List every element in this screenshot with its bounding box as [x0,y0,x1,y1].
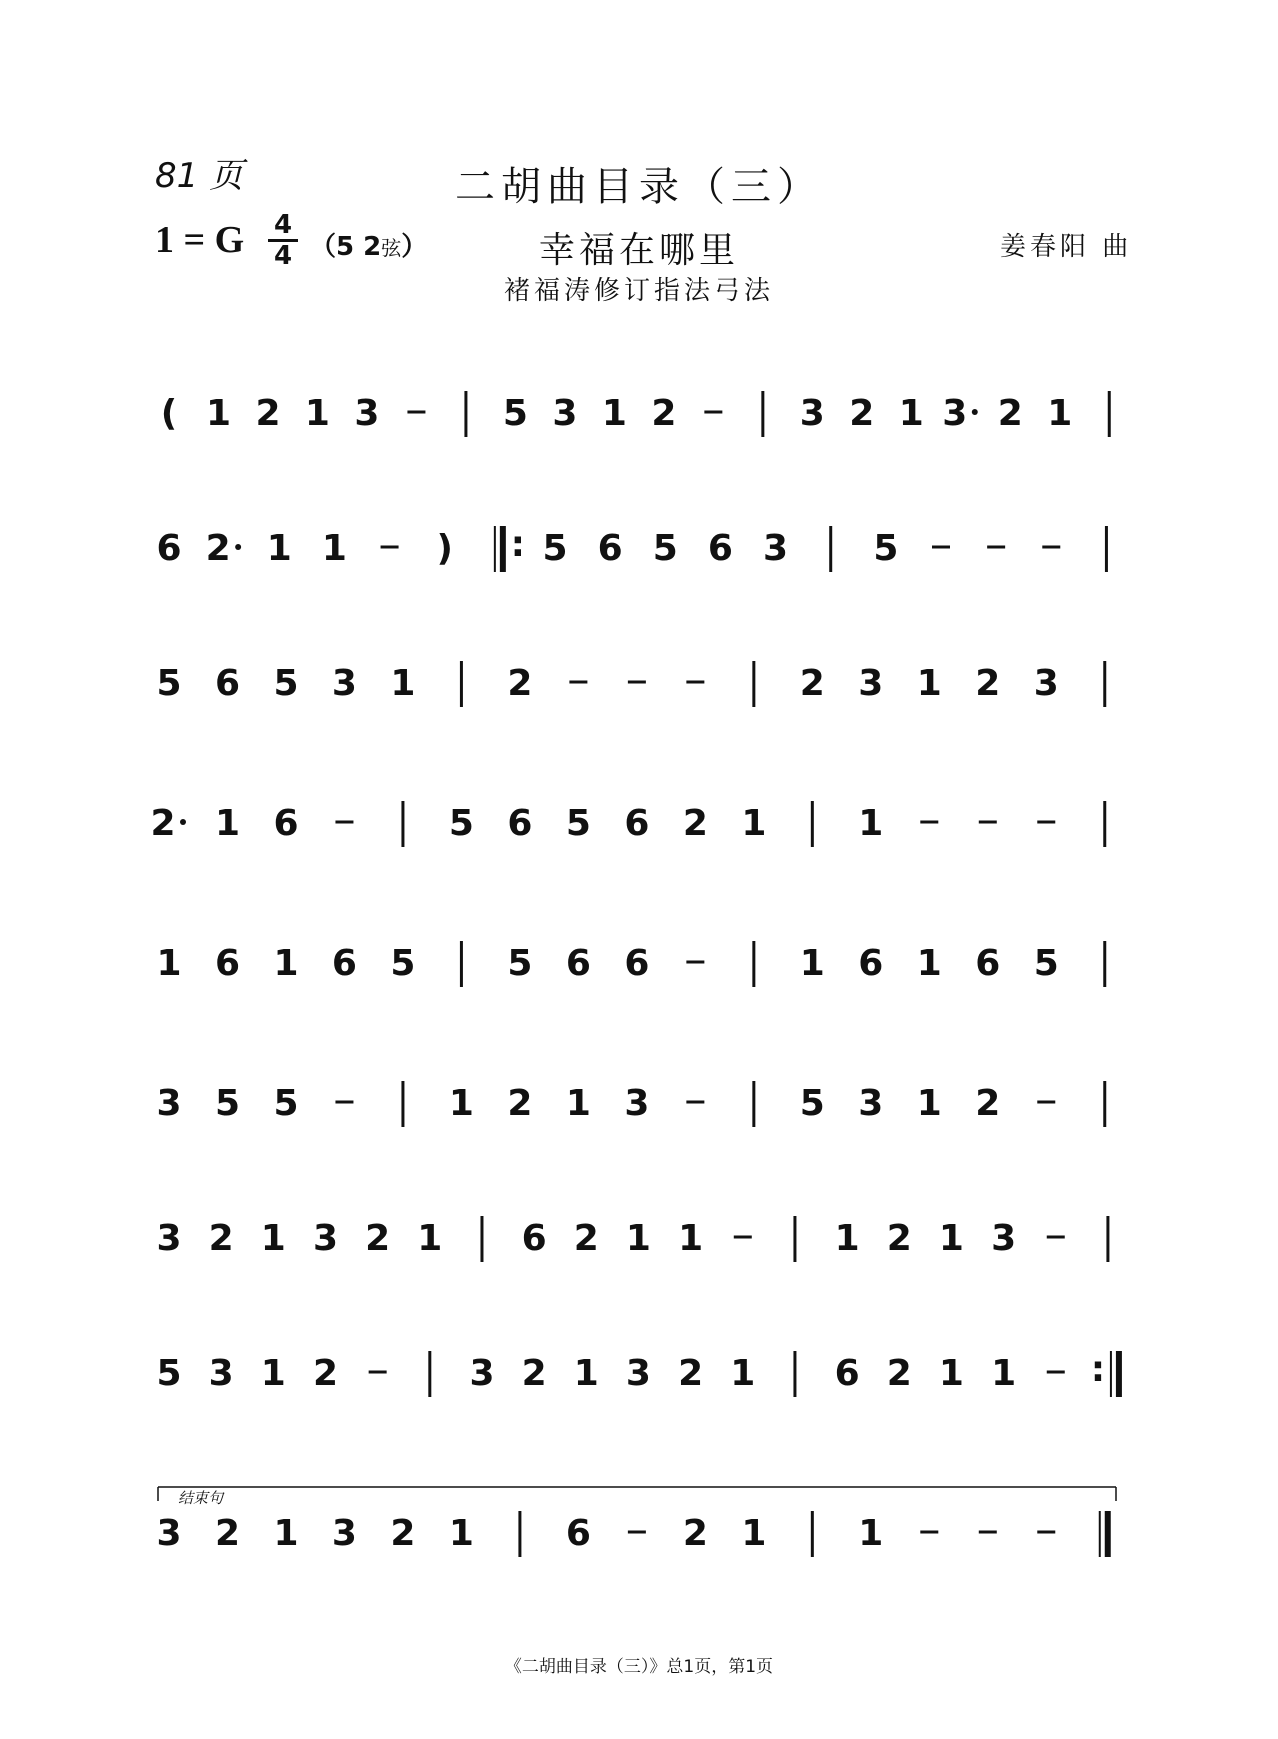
note: 5 [873,528,899,569]
note: 6 [565,1513,591,1554]
note: 2 [208,1218,234,1259]
note: 2 [507,1083,533,1124]
note: 3 [331,1513,357,1554]
note: 1 [304,393,330,434]
note: 2 [886,1218,912,1259]
note: 3 [625,1353,651,1394]
note: 1 [214,803,241,844]
note: 5 [507,943,533,984]
note: 1 [938,1353,964,1394]
footer: 《二胡曲目录（三）》总1页，第1页 [504,1657,774,1677]
note: 3 [156,1083,182,1124]
note: 5 [156,1353,182,1394]
key-signature: 1 = G [155,219,245,261]
collection-title: 二胡曲目录（三） [455,164,823,210]
note: 2 [886,1353,912,1394]
note: 1 [858,803,884,844]
note: 2 [975,1083,1001,1124]
note: 1 [741,1513,767,1554]
note: 3 [1033,663,1059,704]
note: 1 [898,393,924,434]
note: 6 [507,803,533,844]
time-denominator: 4 [273,241,293,271]
bracket: ) [436,528,453,569]
note: 3 [799,393,825,434]
note: 2 [849,393,875,434]
note: 5 [565,803,591,844]
note: 1 [156,943,182,984]
note: 3 [624,1083,650,1124]
note: 5 [273,1083,299,1124]
note: 6 [707,528,733,569]
note: 3 [763,528,789,569]
note: 1 [916,943,942,984]
song-title: 幸福在哪里 [538,230,739,271]
note: 1 [799,943,825,984]
note: 2 [975,663,1001,704]
repeat-dots: : [1090,1349,1106,1390]
time-numerator: 4 [273,210,293,240]
note: 1 [273,1513,299,1554]
note: 6 [273,803,299,844]
note: 6 [975,943,1001,984]
note: 2 [214,1513,241,1554]
note: 6 [565,943,591,984]
note: 1 [448,1513,474,1554]
note: 2 [799,663,825,704]
note: 1 [858,1513,884,1554]
note: 1 [730,1353,756,1394]
note: 1 [565,1083,591,1124]
note: 3 [942,393,968,434]
note: 2 [573,1218,599,1259]
augmentation-dot [180,819,186,825]
note: 6 [331,943,357,984]
note: 1 [741,803,767,844]
note: 1 [625,1218,651,1259]
composer: 姜春阳 曲 [1000,232,1133,262]
note: 1 [448,1083,474,1124]
note: 3 [208,1353,234,1394]
string-tuning: （5 2弦） [310,232,428,262]
note: 2 [205,528,231,569]
note: 2 [682,1513,708,1554]
note: 1 [260,1353,286,1394]
note: 6 [156,528,182,569]
note: 1 [938,1218,964,1259]
note: 5 [448,803,474,844]
note: 6 [834,1353,860,1394]
note: 5 [542,528,568,569]
note: 5 [1033,943,1059,984]
note: 1 [266,528,292,569]
note: 2 [150,803,176,844]
note: 3 [354,393,380,434]
note: 6 [624,943,650,984]
note: 5 [390,943,416,984]
note: 1 [834,1218,860,1259]
note: 1 [417,1218,443,1259]
note: 3 [469,1353,495,1394]
augmentation-dot [972,409,978,415]
note: 1 [205,393,232,434]
note: 6 [214,663,241,704]
note: 3 [156,1513,182,1554]
repeat-dots: : [510,524,526,565]
note: 1 [260,1218,286,1259]
note: 2 [682,803,708,844]
note: 2 [997,393,1023,434]
note: 3 [331,663,357,704]
note: 6 [214,943,241,984]
note: 2 [678,1353,704,1394]
note: 6 [597,528,623,569]
note: 3 [156,1218,182,1259]
note: 1 [321,528,347,569]
note: 3 [858,1083,884,1124]
note: 1 [390,663,416,704]
note: 6 [521,1218,547,1259]
note: 2 [255,393,281,434]
note: 3 [552,393,578,434]
note: 1 [573,1353,599,1394]
note: 3 [858,663,884,704]
song-subtitle: 褚福涛修订指法弓法 [503,276,774,306]
note: 5 [156,663,182,704]
note: 2 [651,393,677,434]
note: 1 [916,1083,942,1124]
note: 5 [652,528,678,569]
note: 2 [365,1218,391,1259]
note: 5 [273,663,299,704]
note: 6 [624,803,650,844]
page-number: 81 页 [155,156,244,196]
ending-label: 结束句 [178,1489,224,1507]
note: 5 [502,393,528,434]
bracket: ( [160,393,178,434]
note: 1 [916,663,942,704]
note: 1 [273,943,299,984]
augmentation-dot [235,544,241,550]
note: 3 [991,1218,1017,1259]
note: 1 [678,1218,704,1259]
note: 1 [1047,393,1073,434]
note: 2 [390,1513,416,1554]
note: 5 [799,1083,825,1124]
note: 6 [858,943,884,984]
note: 5 [214,1083,241,1124]
note: 2 [507,663,533,704]
note: 3 [312,1218,339,1259]
note: 1 [601,393,627,434]
note: 1 [991,1353,1017,1394]
note: 2 [521,1353,547,1394]
note: 2 [312,1353,339,1394]
